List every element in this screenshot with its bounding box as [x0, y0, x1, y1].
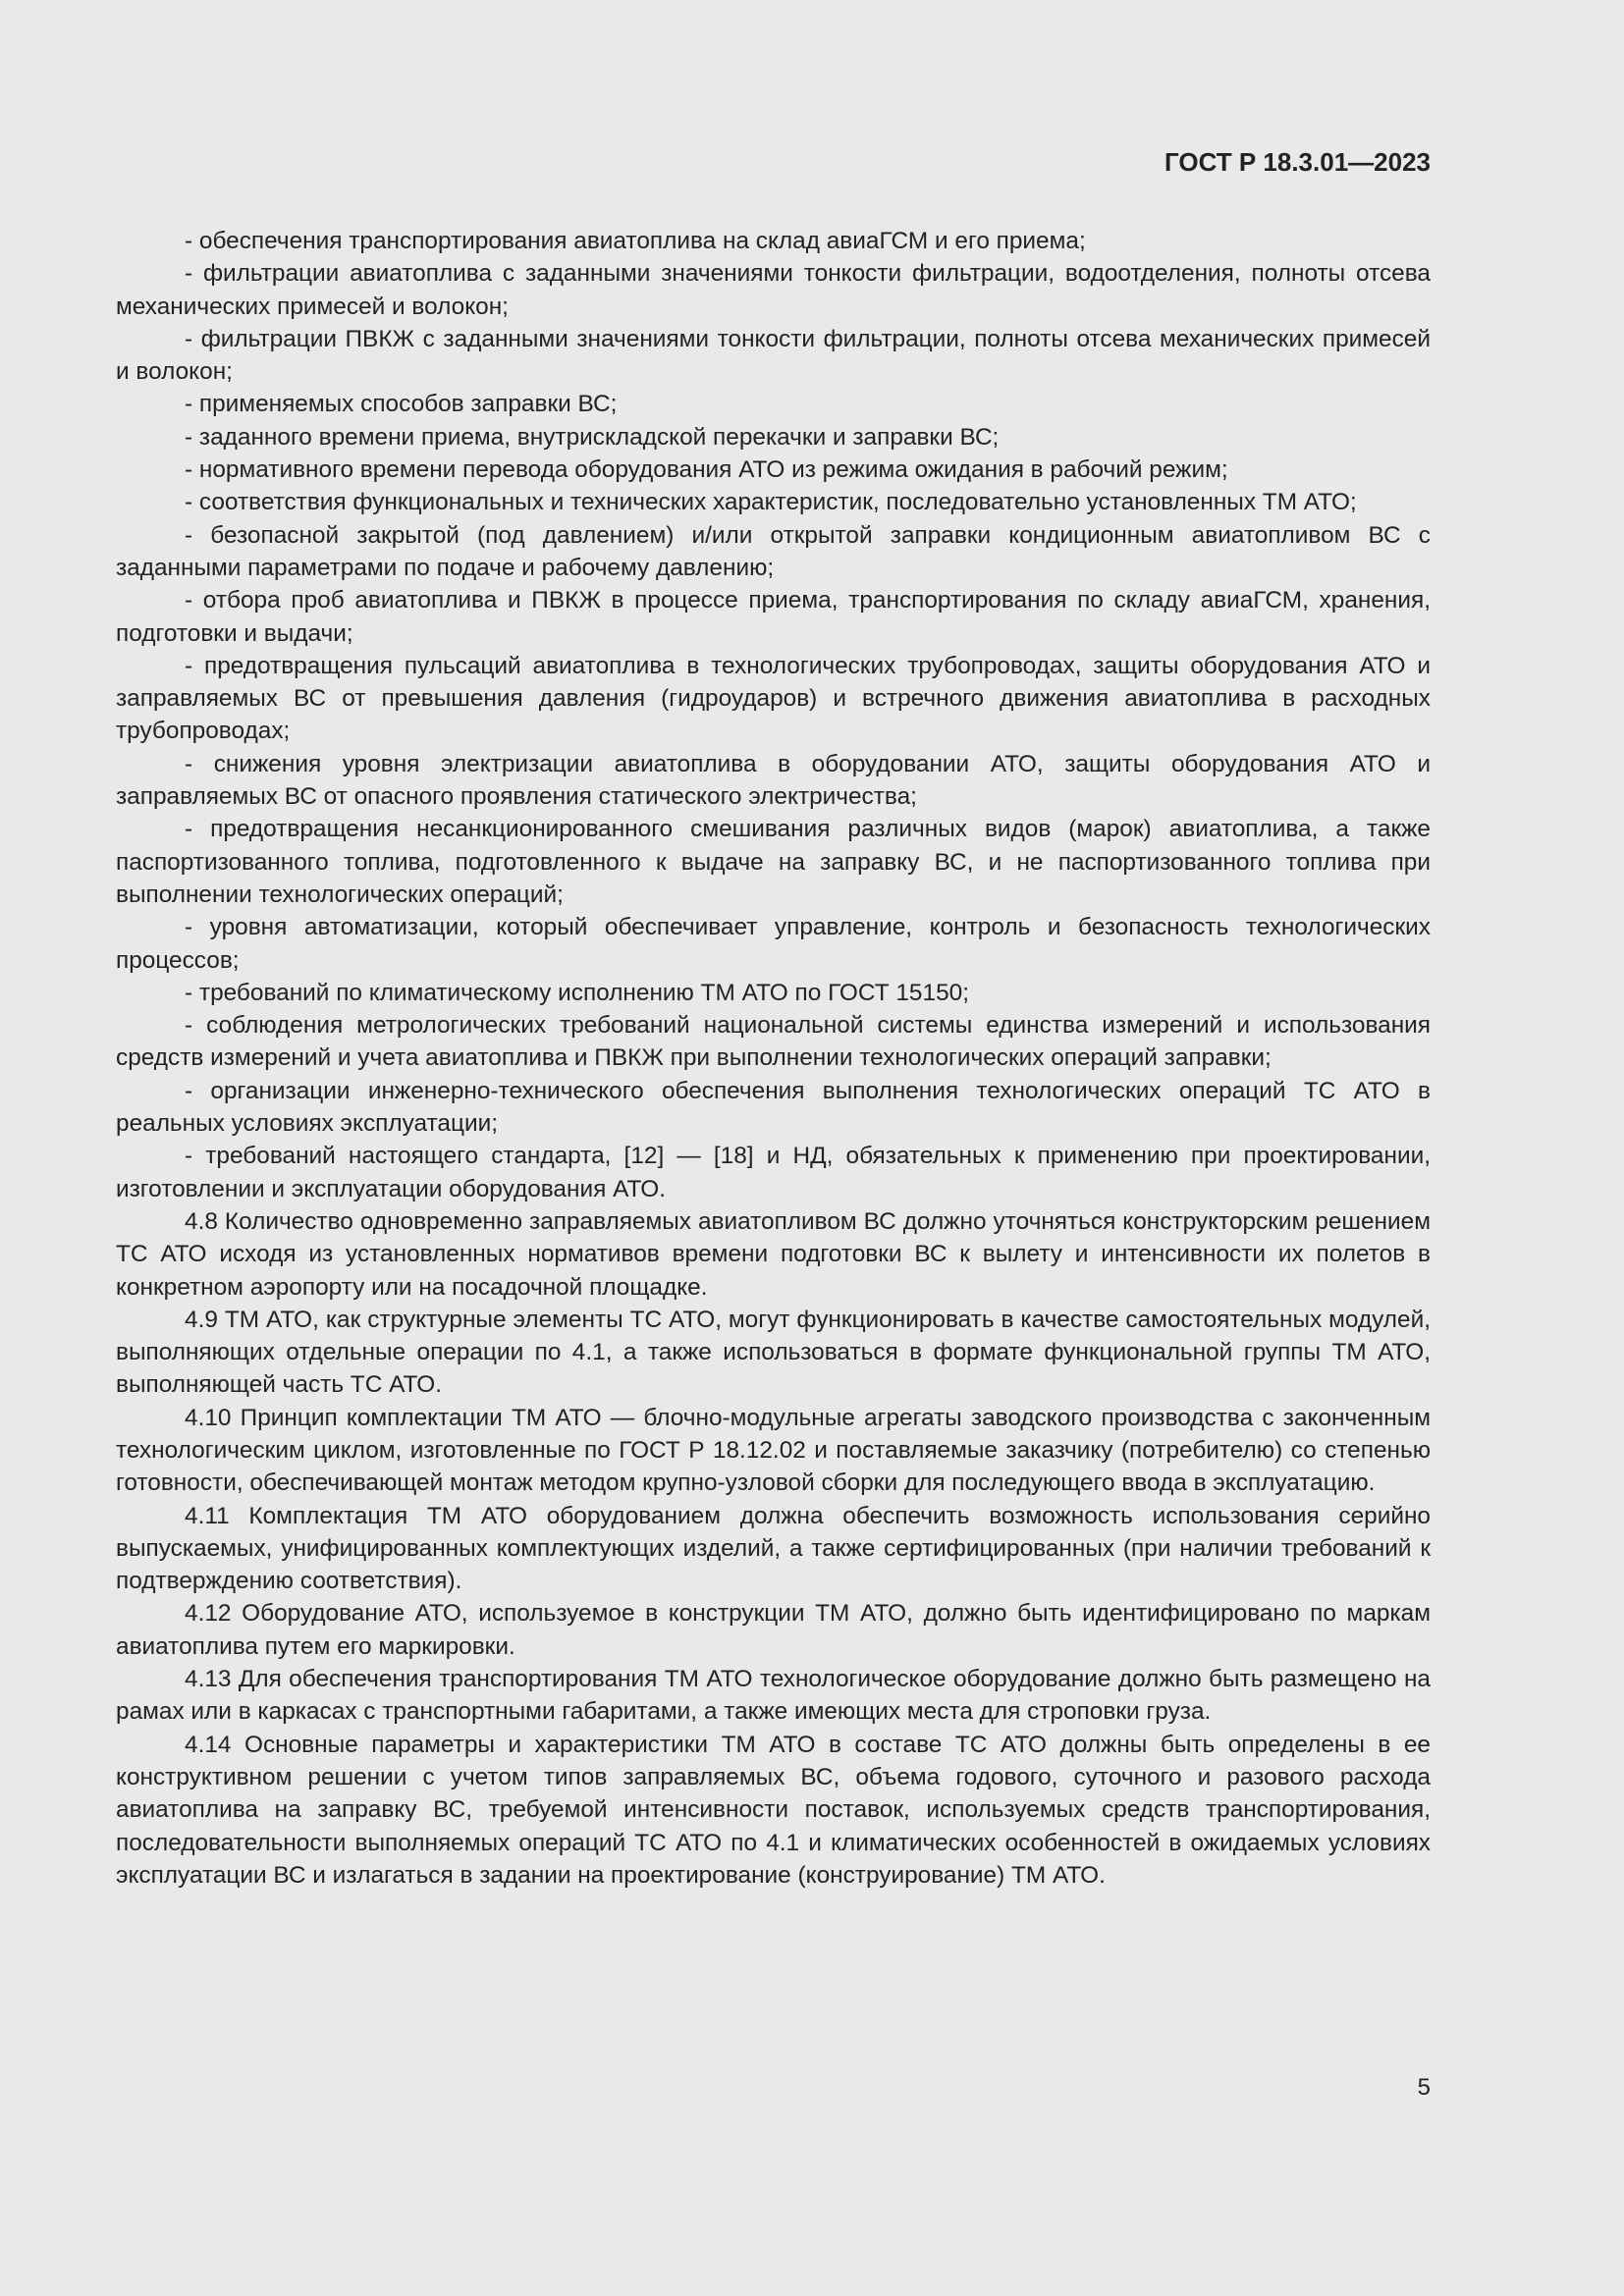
list-item: - безопасной закрытой (под давлением) и/или открытой заправки кондиционным авиатопливом ВС с заданными параметрами по подаче и рабочему давлению; — [116, 521, 1431, 581]
list-item: - снижения уровня электризации авиатоплива в оборудовании АТО, защиты оборудования АТО и заправляемых ВС от опасного проявления статического электричества; — [116, 750, 1431, 811]
list-item: - применяемых способов заправки ВС; — [185, 391, 618, 418]
list-item: - требований по климатическому исполнению ТМ АТО по ГОСТ 15150; — [185, 979, 969, 1006]
clause-paragraph: 4.13 Для обеспечения транспортирования ТМ АТО технологическое оборудование должно быть размещено на рамах или в каркасах с транспортными габаритами, а также имеющих места для строповки груза. — [116, 1666, 1431, 1726]
list-item: - организации инженерно-технического обеспечения выполнения технологических операций ТС АТО в реальных условиях эксплуатации; — [116, 1077, 1431, 1138]
list-item: - требований настоящего стандарта, [12] — [18] и НД, обязательных к применению при проектировании, изготовлении и эксплуатации оборудования АТО. — [116, 1143, 1431, 1202]
clause-paragraph: 4.12 Оборудование АТО, используемое в конструкции ТМ АТО, должно быть идентифицировано по маркам авиатоплива путем его маркировки. — [116, 1600, 1431, 1660]
list-item: - уровня автоматизации, который обеспечивает управление, контроль и безопасность технологических процессов; — [116, 914, 1431, 974]
list-item: - предотвращения несанкционированного смешивания различных видов (марок) авиатоплива, а также паспортизованного топлива, подготовленного к выдаче на заправку ВС, и не паспортизованного топлива при выполнении технологических операций; — [116, 816, 1431, 908]
document-body — [116, 225, 1431, 1892]
clause-paragraph: 4.10 Принцип комплектации ТМ АТО — блочно-модульные агрегаты заводского производства с законченным технологическим циклом, изготовленные по ГОСТ Р 18.12.02 и поставляемые заказчику (потребителю) со степенью готовности, обеспечивающей монтаж методом крупно-узловой сборки для последующего ввода в эксплуатацию. — [116, 1404, 1431, 1497]
page-number: 5 — [1417, 2074, 1431, 2101]
list-item: - обеспечения транспортирования авиатоплива на склад авиаГСМ и его приема; — [185, 228, 1086, 254]
list-item: - фильтрации ПВКЖ с заданными значениями тонкости фильтрации, полноты отсева механических примесей и волокон; — [116, 325, 1431, 386]
list-item: - нормативного времени перевода оборудования АТО из режима ожидания в рабочий режим; — [185, 456, 1228, 484]
list-item: - соблюдения метрологических требований национальной системы единства измерений и использования средств измерений и учета авиатоплива и ПВКЖ при выполнении технологических операций заправки; — [116, 1012, 1431, 1072]
clause-paragraph: 4.11 Комплектация ТМ АТО оборудованием должна обеспечить возможность использования серийно выпускаемых, унифицированных комплектующих изделий, а также сертифицированных (при наличии требований к подтверждению соответствия). — [116, 1502, 1431, 1595]
document-code-header: ГОСТ Р 18.3.01—2023 — [1164, 147, 1431, 177]
list-item: - соответствия функциональных и технических характеристик, последовательно установленных ТМ АТО; — [185, 489, 1357, 516]
list-item: - фильтрации авиатоплива с заданными значениями тонкости фильтрации, водоотделения, полноты отсева механических примесей и волокон; — [116, 260, 1431, 320]
list-item: - предотвращения пульсаций авиатоплива в технологических трубопроводах, защиты оборудования АТО и заправляемых ВС от превышения давления (гидроударов) и встречного движения авиатоплива в расходных трубопроводах; — [116, 652, 1431, 745]
list-item: - заданного времени приема, внутрискладской перекачки и заправки ВС; — [185, 423, 1000, 451]
list-item: - отбора проб авиатоплива и ПВКЖ в процессе приема, транспортирования по складу авиаГСМ, хранения, подготовки и выдачи; — [116, 587, 1431, 647]
clause-paragraph: 4.14 Основные параметры и характеристики ТМ АТО в составе ТС АТО должны быть определены в ее конструктивном решении с учетом типов заправляемых ВС, объема годового, суточного и разового расхода авиатоплива на заправку ВС, требуемой интенсивности поставок, используемых средств транспортирования, последовательности выполняемых операций ТС АТО по 4.1 и климатических особенностей в ожидаемых условиях эксплуатации ВС и излагаться в задании на проектирование (конструирование) ТМ АТО. — [116, 1731, 1431, 1889]
clause-paragraph: 4.8 Количество одновременно заправляемых авиатопливом ВС должно уточняться конструкторским решением ТС АТО исходя из установленных нормативов времени подготовки ВС к вылету и интенсивности их полетов в конкретном аэропорту или на посадочной площадке. — [116, 1207, 1431, 1301]
clause-paragraph: 4.9 ТМ АТО, как структурные элементы ТС АТО, могут функционировать в качестве самостоятельных модулей, выполняющих отдельные операции по 4.1, а также использоваться в формате функциональной группы ТМ АТО, выполняющей часть ТС АТО. — [116, 1306, 1431, 1399]
